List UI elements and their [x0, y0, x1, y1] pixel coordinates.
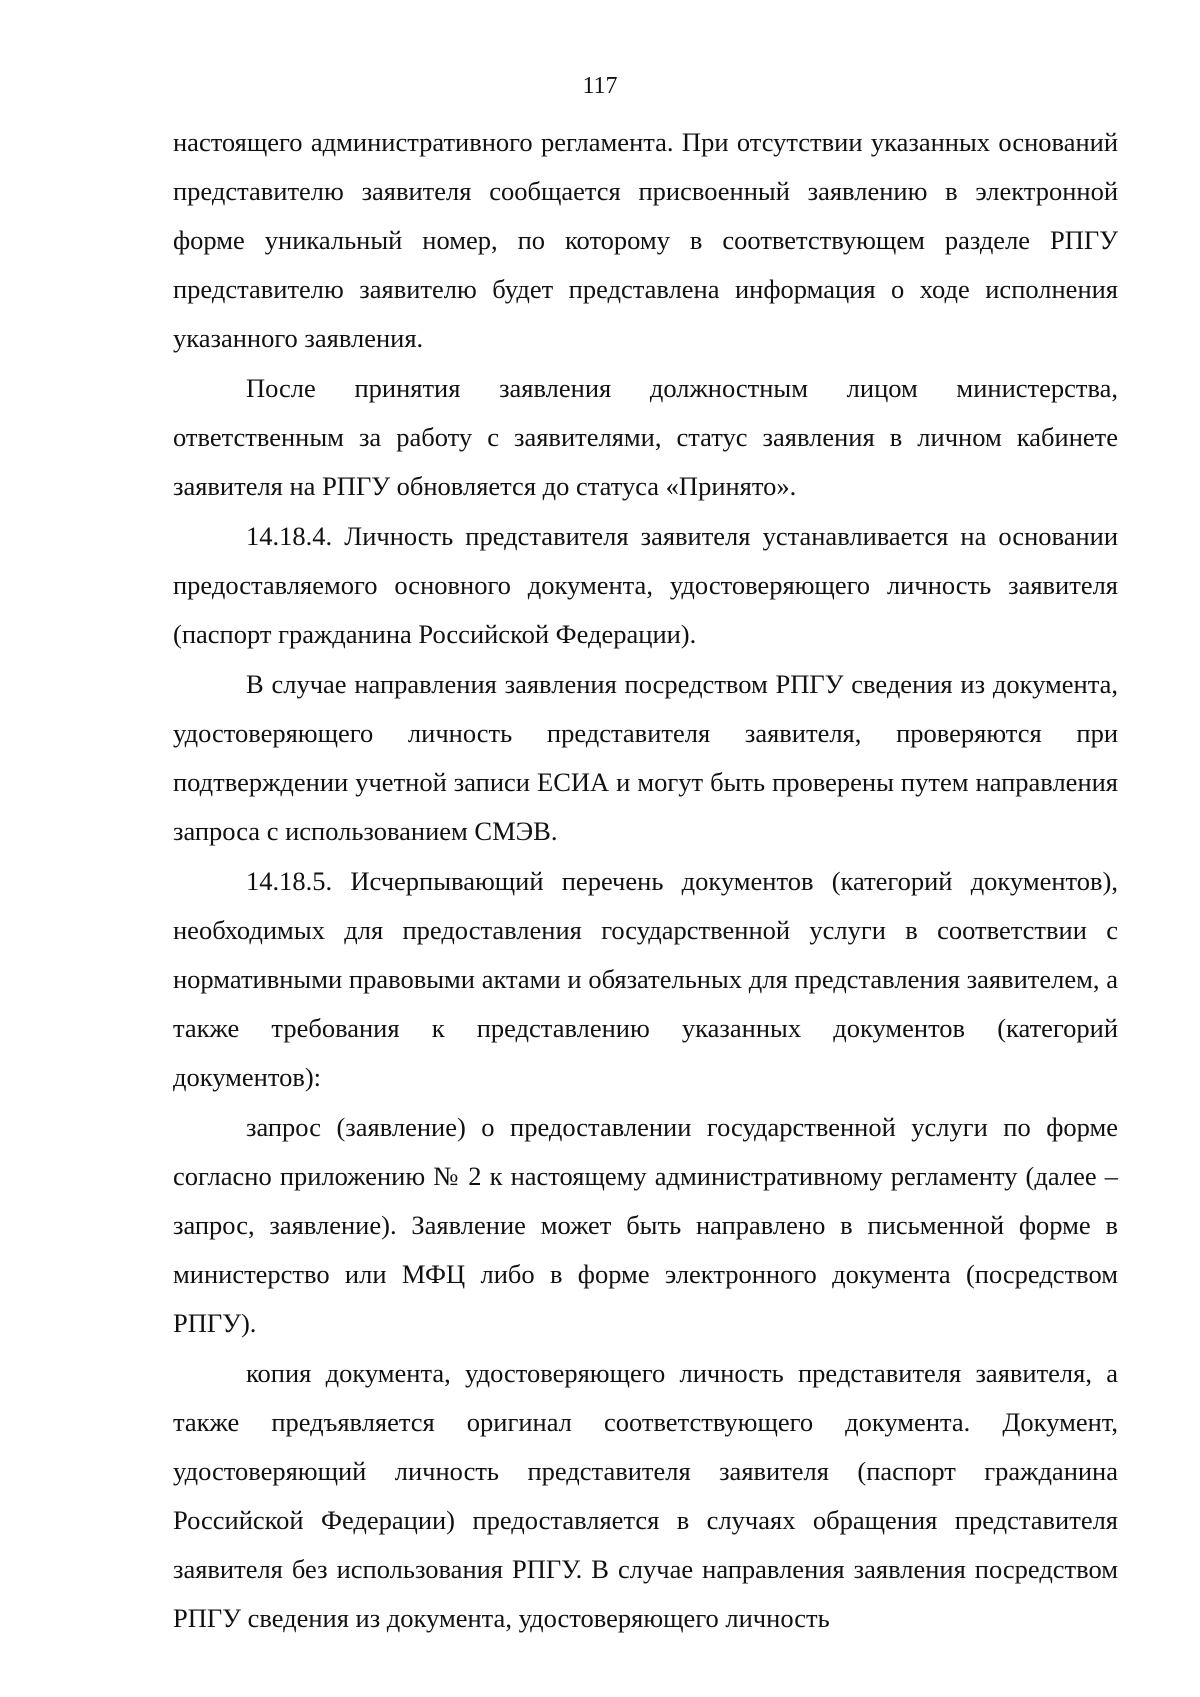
- paragraph-identity-document-copy: копия документа, удостоверяющего личность представителя заявителя, а также предъявляется оригинал соответствующего документа. Документ, удостоверяющий личность представителя заявителя (паспорт гражданина Российской Федерации) предоставляется в случаях обращения представителя заявителя без использования РПГУ. В случае направления заявления посредством РПГУ сведения из документа, удостоверяющего личность: [173, 1358, 1118, 1633]
- paragraph-request-application: запрос (заявление) о предоставлении государственной услуги по форме согласно приложению № 2 к настоящему административному регламенту (далее – запрос, заявление). Заявление может быть направлено в письменной форме в министерство или МФЦ либо в форме электронного документа (посредством РПГУ).: [173, 1112, 1118, 1338]
- document-body: [173, 118, 1118, 1644]
- paragraph-14-18-5: 14.18.5. Исчерпывающий перечень документов (категорий документов), необходимых для предоставления государственной услуги в соответствии с нормативными правовыми актами и обязательных для представления заявителем, а также требования к представлению указанных документов (категорий документов):: [173, 866, 1118, 1092]
- page-number: 117: [582, 73, 618, 99]
- paragraph-rpgu-verification: В случае направления заявления посредством РПГУ сведения из документа, удостоверяющего личность представителя заявителя, проверяются при подтверждении учетной записи ЕСИА и могут быть проверены путем направления запроса с использованием СМЭВ.: [173, 669, 1118, 846]
- paragraph-status-update: После принятия заявления должностным лицом министерства, ответственным за работу с заявителями, статус заявления в личном кабинете заявителя на РПГУ обновляется до статуса «Принято».: [173, 373, 1118, 501]
- paragraph-continued: настоящего административного регламента. При отсутствии указанных оснований представителю заявителя сообщается присвоенный заявлению в электронной форме уникальный номер, по которому в соответствующем разделе РПГУ представителю заявителю будет представлена информация о ходе исполнения указанного заявления.: [173, 127, 1118, 353]
- paragraph-14-18-4: 14.18.4. Личность представителя заявителя устанавливается на основании предоставляемого основного документа, удостоверяющего личность заявителя (паспорт гражданина Российской Федерации).: [173, 521, 1118, 649]
